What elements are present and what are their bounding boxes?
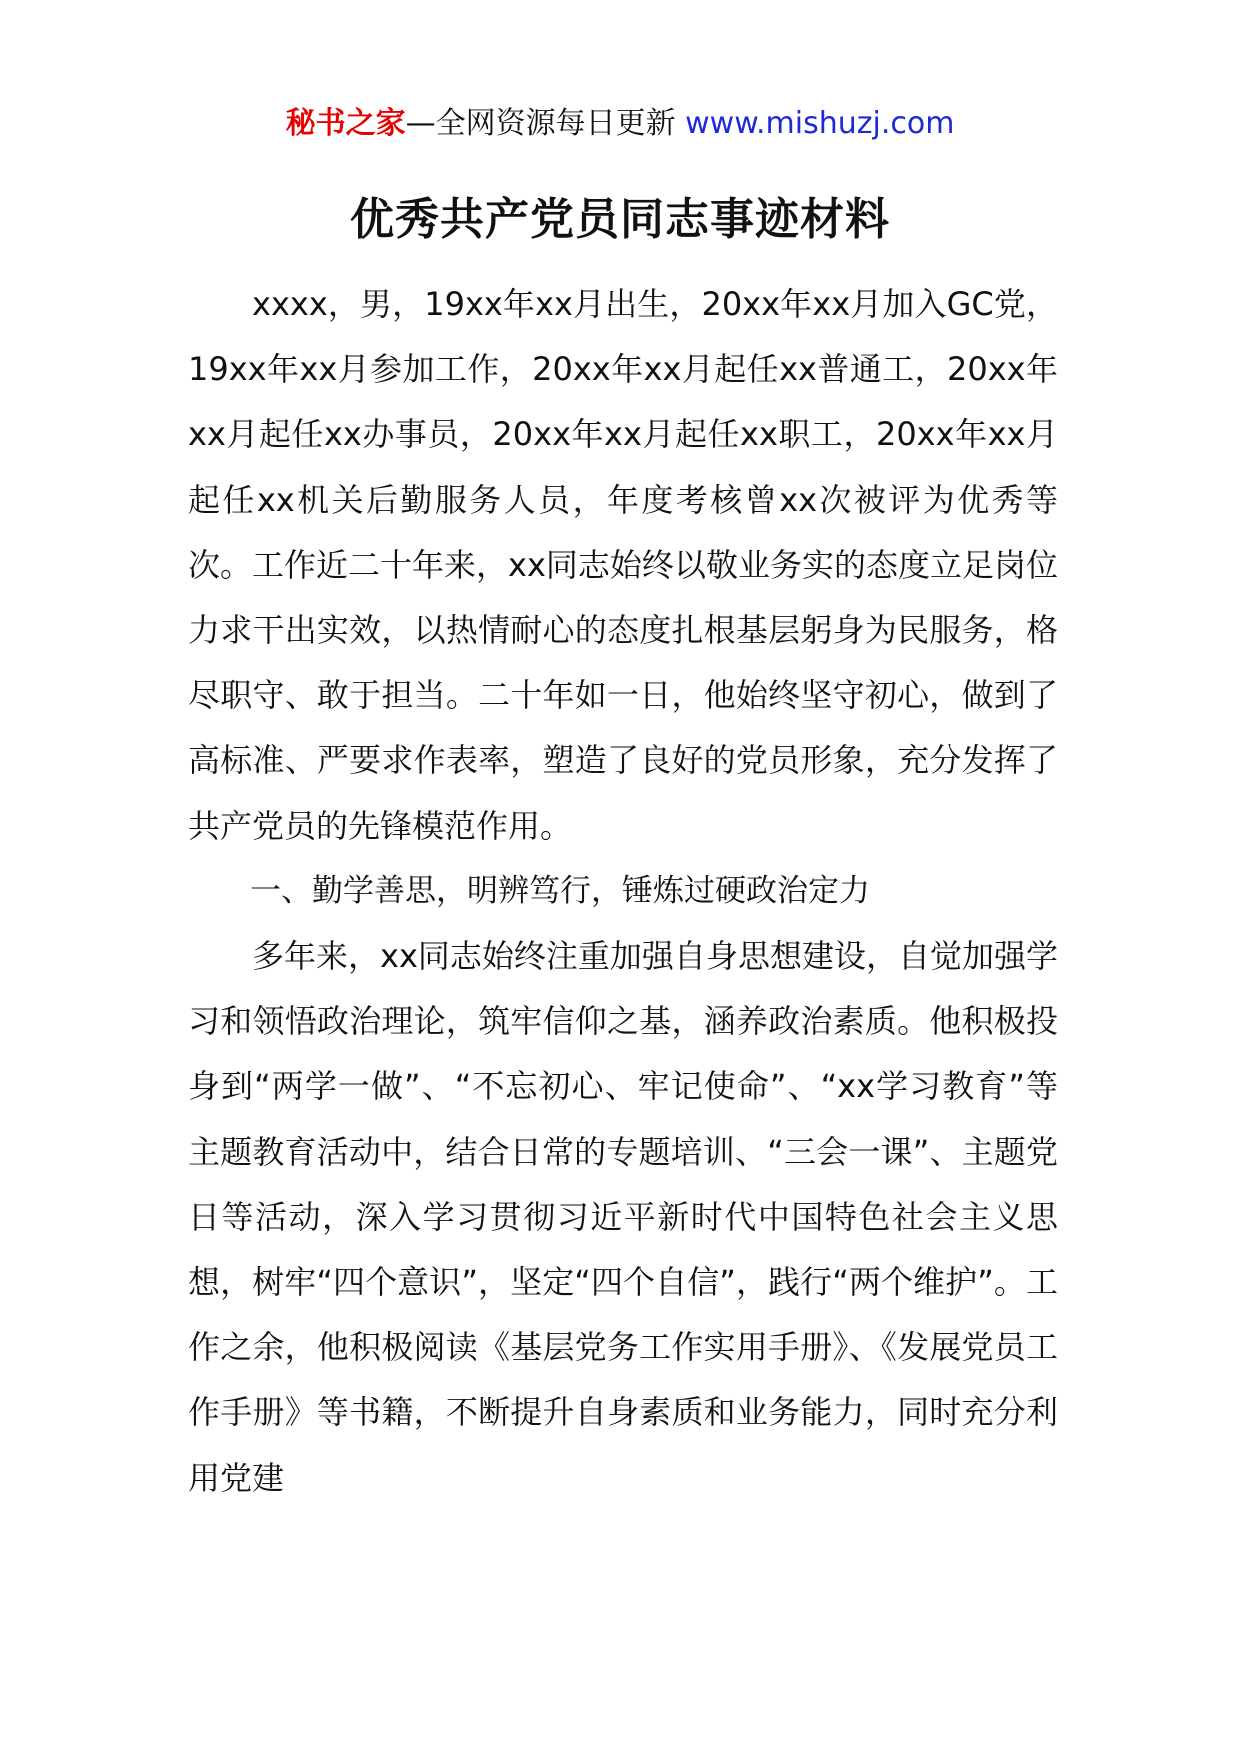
intro-paragraph: xxxx，男，19xx年xx月出生，20xx年xx月加入GC党，19xx年xx月参加工作，20xx年xx月起任xx普通工，20xx年xx月起任xx办事员，20xx年xx月起任xx职工，20xx年xx月起任xx机关后勤服务人员，年度考核曾xx次被评为优秀等次。工作近二十年来，xx同志始终以敬业务实的态度立足岗位力求干出实效，以热情耐心的态度扎根基层躬身为民服务，格尽职守、敢于担当。二十年如一日，他始终坚守初心，做到了高标准、严要求作表率，塑造了良好的党员形象，充分发挥了共产党员的先锋模范作用。 (188, 285, 1058, 845)
document-body (188, 272, 1058, 1511)
section-heading-1: 一、勤学善思，明辨笃行，锤炼过硬政治定力 (250, 872, 870, 909)
site-header (0, 100, 1240, 148)
document-title: 优秀共产党员同志事迹材料 (350, 194, 890, 245)
header-tagline: —全网资源每日更新 (405, 106, 686, 141)
brand-name: 秘书之家 (285, 106, 406, 141)
section-1-paragraph: 多年来，xx同志始终注重加强自身思想建设，自觉加强学习和领悟政治理论，筑牢信仰之基，涵养政治素质。他积极投身到“两学一做”、“不忘初心、牢记使命”、“xx学习教育”等主题教育活动中，结合日常的专题培训、“三会一课”、主题党日等活动，深入学习贯彻习近平新时代中国特色社会主义思想，树牢“四个意识”，坚定“四个自信”，践行“两个维护”。工作之余，他积极阅读《基层党务工作实用手册》、《发展党员工作手册》等书籍，不断提升自身素质和业务能力，同时充分利用党建 (188, 937, 1058, 1497)
site-url-link[interactable]: www.mishuzj.com (685, 106, 955, 141)
